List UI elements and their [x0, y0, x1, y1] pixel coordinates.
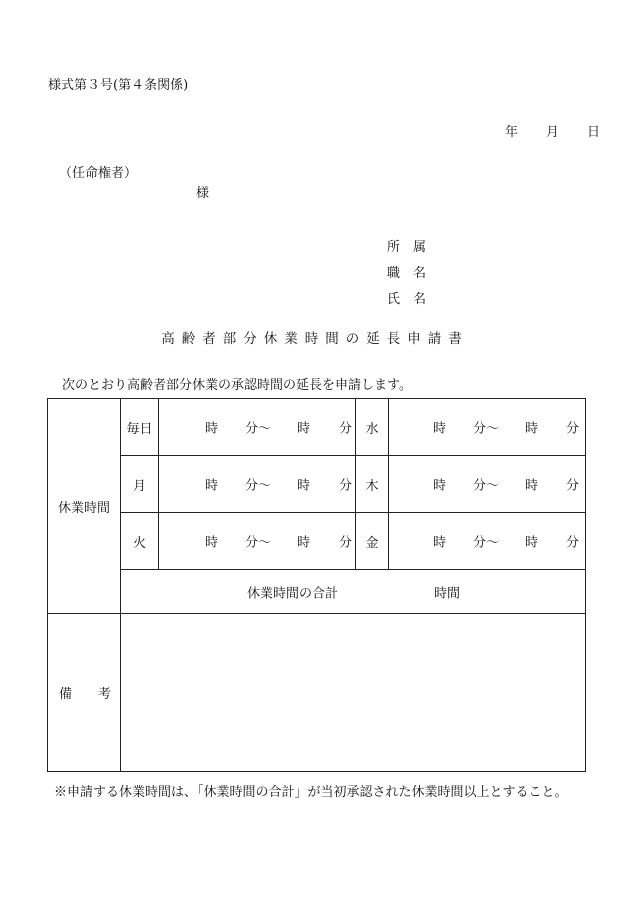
minute-to-unit: 分〜	[245, 421, 272, 437]
time-range-field[interactable]	[389, 399, 586, 456]
minute-unit: 分	[339, 421, 353, 437]
day-label: 金	[356, 513, 389, 570]
hour-unit: 時	[205, 535, 219, 551]
honorific: 様	[196, 186, 210, 201]
hour-unit: 時	[525, 535, 539, 551]
minute-unit: 分	[339, 478, 353, 494]
form-number: 様式第３号(第４条関係)	[48, 78, 189, 93]
intro-text: 次のとおり高齢者部分休業の承認時間の延長を申請します。	[62, 378, 412, 393]
leave-time-section-label: 休業時間	[48, 399, 121, 614]
hour-unit: 時	[525, 421, 539, 437]
hour-unit: 時	[433, 478, 447, 494]
hour-unit: 時	[433, 535, 447, 551]
day-label: 水	[356, 399, 389, 456]
appointer-label: （任命権者）	[59, 166, 138, 181]
total-unit: 時間	[434, 586, 461, 601]
table-row	[48, 399, 586, 456]
date-month-label: 月	[546, 125, 560, 140]
footnote: ※申請する休業時間は、「休業時間の合計」が当初承認された休業時間以上とすること。	[54, 785, 568, 800]
time-range-field[interactable]	[389, 456, 586, 513]
time-range-field[interactable]	[159, 513, 356, 570]
minute-to-unit: 分〜	[473, 478, 500, 494]
minute-unit: 分	[566, 535, 580, 551]
table-row	[48, 513, 586, 570]
day-label: 毎日	[121, 399, 159, 456]
hour-unit: 時	[297, 535, 311, 551]
hour-unit: 時	[433, 421, 447, 437]
time-range-field[interactable]	[159, 399, 356, 456]
remarks-label: 備 考	[48, 614, 121, 772]
document-title: 高齢者部分休業時間の延長申請書	[161, 331, 469, 347]
hour-unit: 時	[205, 421, 219, 437]
affiliation-label: 所 属	[387, 240, 427, 255]
minute-to-unit: 分〜	[473, 535, 500, 551]
table-row	[48, 456, 586, 513]
minute-to-unit: 分〜	[245, 478, 272, 494]
day-label: 月	[121, 456, 159, 513]
total-row	[48, 570, 586, 614]
hour-unit: 時	[297, 421, 311, 437]
minute-to-unit: 分〜	[245, 535, 272, 551]
position-label: 職 名	[387, 266, 427, 281]
minute-unit: 分	[566, 421, 580, 437]
day-label: 火	[121, 513, 159, 570]
remarks-row	[48, 614, 586, 772]
leave-time-table	[47, 398, 586, 772]
date-year-label: 年	[505, 125, 519, 140]
time-range-field[interactable]	[159, 456, 356, 513]
hour-unit: 時	[297, 478, 311, 494]
minute-unit: 分	[339, 535, 353, 551]
remarks-field[interactable]	[121, 614, 586, 772]
day-label: 木	[356, 456, 389, 513]
date-day-label: 日	[587, 125, 601, 140]
time-range-field[interactable]	[389, 513, 586, 570]
hour-unit: 時	[205, 478, 219, 494]
minute-unit: 分	[566, 478, 580, 494]
minute-to-unit: 分〜	[473, 421, 500, 437]
total-label: 休業時間の合計	[247, 586, 339, 601]
hour-unit: 時	[525, 478, 539, 494]
total-hours-field[interactable]	[121, 570, 586, 614]
name-label: 氏 名	[387, 292, 427, 307]
